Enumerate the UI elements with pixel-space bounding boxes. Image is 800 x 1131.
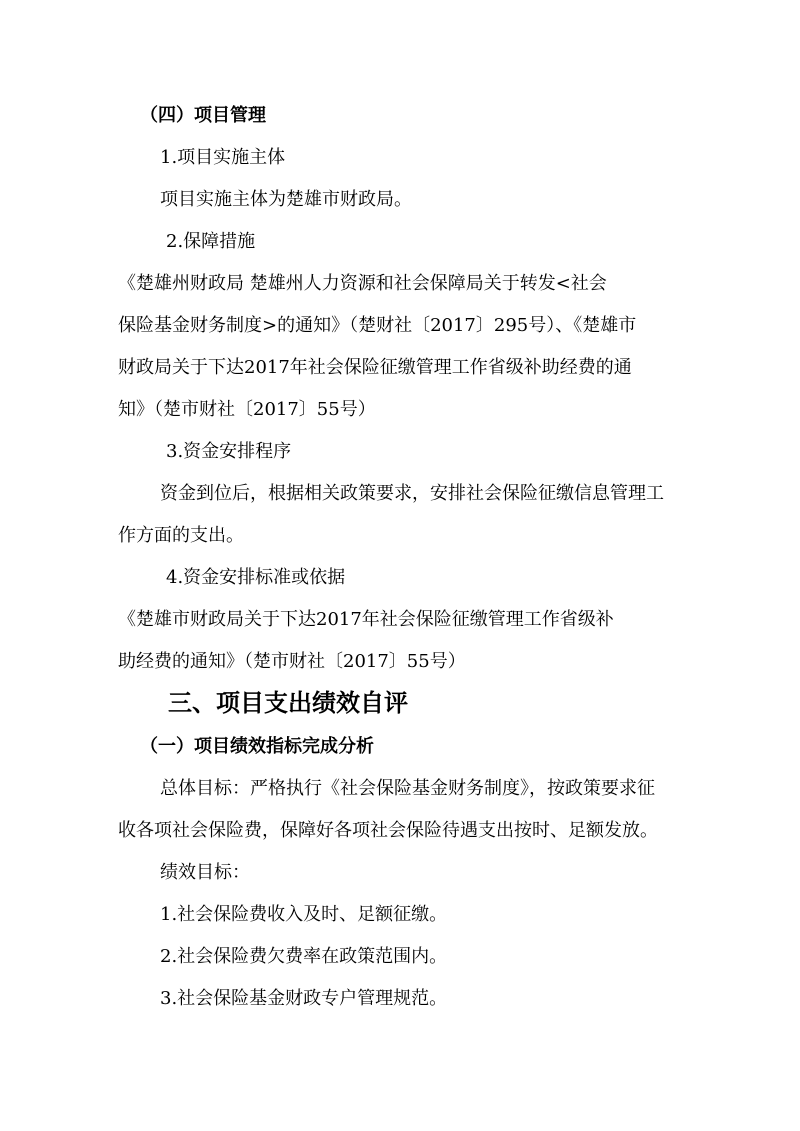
item1-title: 1.项目实施主体 — [160, 147, 286, 168]
item3-body-line-2: 作方面的支出。 — [118, 525, 244, 546]
performance-goal-2: 2.社会保险费欠费率在政策范围内。 — [160, 946, 448, 967]
performance-goal-label: 绩效目标： — [160, 862, 250, 883]
item2-body-line-2: 保险基金财务制度>的通知》（楚财社〔2017〕295号）、《楚雄市 — [118, 315, 637, 336]
performance-goal-1: 1.社会保险费收入及时、足额征缴。 — [160, 904, 448, 925]
section-3-title: 三、项目支出绩效自评 — [168, 689, 408, 717]
overall-goal-line-2: 收各项社会保险费，保障好各项社会保险待遇支出按时、足额发放。 — [118, 820, 658, 841]
item4-body-line-2: 助经费的通知》（楚市财社〔2017〕55号） — [118, 651, 466, 672]
overall-goal-line-1: 总体目标：严格执行《社会保险基金财务制度》，按政策要求征 — [160, 778, 655, 799]
performance-goal-3: 3.社会保险基金财政专户管理规范。 — [160, 988, 448, 1009]
item2-body-line-1: 《楚雄州财政局 楚雄州人力资源和社会保障局关于转发<社会 — [118, 273, 607, 294]
item4-title: 4.资金安排标准或依据 — [166, 567, 346, 588]
item3-title: 3.资金安排程序 — [166, 441, 292, 462]
item2-body-line-4: 知》（楚市财社〔2017〕55号） — [118, 399, 376, 420]
item2-body-line-3: 财政局关于下达2017年社会保险征缴管理工作省级补助经费的通 — [118, 357, 632, 378]
subsection-1-title: （一）项目绩效指标完成分析 — [140, 736, 374, 757]
heading-project-management: （四）项目管理 — [140, 105, 266, 126]
item3-body-line-1: 资金到位后，根据相关政策要求，安排社会保险征缴信息管理工 — [160, 483, 664, 504]
item2-title: 2.保障措施 — [166, 231, 256, 252]
item4-body-line-1: 《楚雄市财政局关于下达2017年社会保险征缴管理工作省级补 — [118, 609, 614, 630]
item1-body: 项目实施主体为楚雄市财政局。 — [160, 189, 412, 210]
